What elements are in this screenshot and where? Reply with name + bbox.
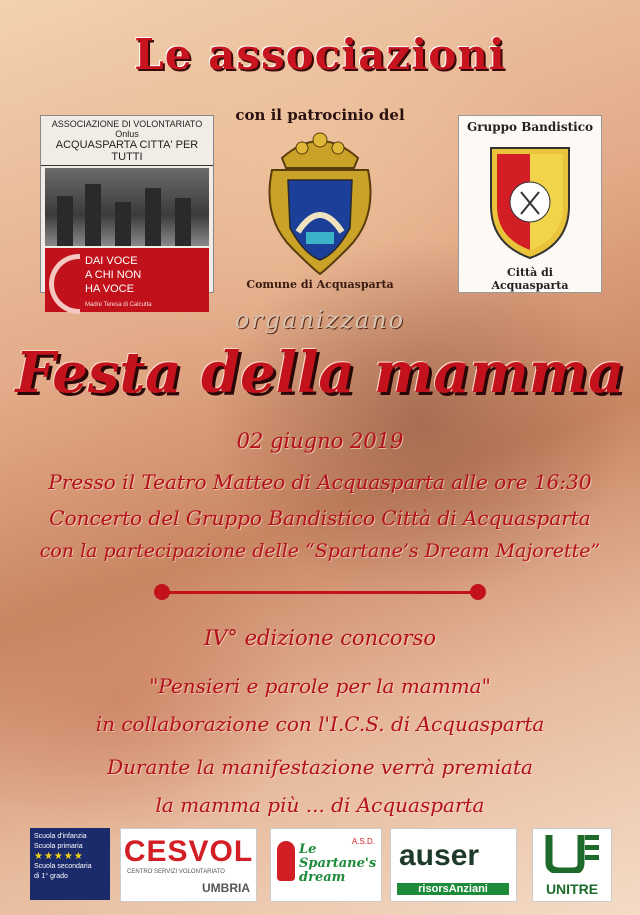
contest-mamma: la mamma più ... di Acquasparta xyxy=(155,793,485,817)
assoc-photo xyxy=(45,168,209,246)
divider-dot-left xyxy=(154,584,170,600)
event-date: 02 giugno 2019 xyxy=(236,429,404,453)
contest-edition: IV° edizione concorso xyxy=(203,626,437,650)
cesvol-logo: CESVOL CENTRO SERVIZI VOLONTARIATO UMBRIA xyxy=(120,828,257,902)
event-title: Festa della mamma xyxy=(15,340,625,406)
assoc-slogan: DAI VOCE A CHI NON HA VOCE xyxy=(85,255,142,295)
sponsor-logos xyxy=(0,828,640,908)
stars-icon: ★★★★★ xyxy=(34,851,84,862)
contest-title: "Pensieri e parole per la mamma" xyxy=(149,674,491,698)
divider-line xyxy=(160,591,480,594)
contest-collab: in collaborazione con l'I.C.S. di Acquasparta xyxy=(95,712,545,736)
organizzano-text: organizzano xyxy=(234,306,406,334)
assoc-line1: ASSOCIAZIONE DI VOLONTARIATO Onlus xyxy=(51,119,203,139)
comune-crest-icon xyxy=(262,128,378,278)
banda-name: Gruppo Bandistico xyxy=(466,120,594,134)
comune-label: Comune di Acquasparta xyxy=(246,278,394,291)
patronage-text: con il patrocinio del xyxy=(235,106,405,124)
auser-logo: auser risorsAnziani xyxy=(390,828,517,902)
banda-shield-icon xyxy=(487,144,573,262)
banda-city: Città di Acquasparta xyxy=(491,266,569,292)
associazione-logo xyxy=(40,115,214,308)
assoc-quote: Madre Teresa di Calcutta xyxy=(85,302,152,308)
swirl-icon xyxy=(49,254,80,314)
event-location: Presso il Teatro Matteo di Acquasparta alle ore 16:30 xyxy=(48,470,592,494)
scuola-logo: Scuola d'infanzia Scuola primaria ★★★★★ Scuola secondaria di 1° grado xyxy=(30,828,110,900)
assoc-slogan-box xyxy=(45,248,209,312)
contest-award: Durante la manifestazione verrà premiata xyxy=(107,755,533,779)
event-concert: Concerto del Gruppo Bandistico Città di Acquasparta xyxy=(49,506,591,530)
unitre-logo: UNITRE xyxy=(532,828,612,902)
banda-logo xyxy=(458,115,602,293)
unitre-mark-icon xyxy=(543,833,601,873)
assoc-line2: ACQUASPARTA CITTA' PER TUTTI xyxy=(41,139,213,166)
majorette-icon xyxy=(277,841,295,881)
event-majorette: con la partecipazione delle “Spartane’s Dream Majorette” xyxy=(39,540,601,562)
divider-dot-right xyxy=(470,584,486,600)
spartane-logo: Le Spartane's dream A.S.D. xyxy=(270,828,382,902)
organizers-title: Le associazioni xyxy=(134,30,506,79)
